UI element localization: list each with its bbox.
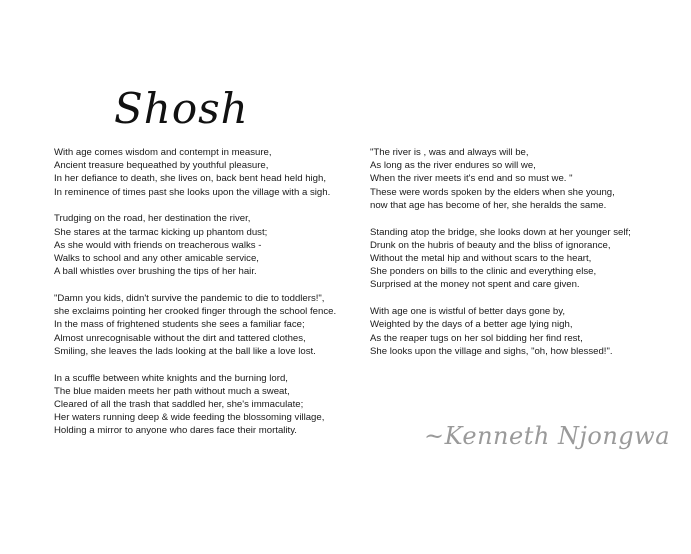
poem-line: As she would with friends on treacherous walks -	[54, 239, 262, 251]
poem-line: As the reaper tugs on her sol bidding her find rest,	[370, 332, 583, 344]
stanza	[370, 305, 631, 358]
poem-line: These were words spoken by the elders when she young,	[370, 186, 615, 198]
poem-line: The blue maiden meets her path without much a sweat,	[54, 385, 290, 397]
stanza	[370, 146, 631, 212]
poem-line: She stares at the tarmac kicking up phantom dust;	[54, 226, 268, 238]
poem-line: "Damn you kids, didn't survive the pandemic to die to toddlers!",	[54, 293, 325, 305]
poem-line: Standing atop the bridge, she looks down at her younger self;	[370, 226, 631, 238]
poem-line: In her defiance to death, she lives on, back bent head held high,	[54, 173, 327, 185]
author-signature: ~Kenneth Njongwa	[424, 422, 671, 450]
poem-line: A ball whistles over brushing the tips of her hair.	[54, 266, 257, 278]
poem-line: Cleared of all the trash that saddled her, she's immaculate;	[54, 399, 304, 411]
left-column	[54, 146, 336, 451]
poem-line: When the river meets it's end and so must we. "	[370, 173, 573, 185]
poem-line: Ancient treasure bequeathed by youthful pleasure,	[54, 160, 269, 172]
poem-line: She ponders on bills to the clinic and everything else,	[370, 266, 597, 278]
poem-line: Walks to school and any other amicable service,	[54, 253, 259, 265]
poem-title: Shosh	[114, 84, 249, 133]
poem-line: With age comes wisdom and contempt in measure,	[54, 147, 272, 158]
right-column	[370, 146, 631, 372]
poem-line: She looks upon the village and sighs, "oh, how blessed!".	[370, 345, 613, 357]
stanza	[54, 372, 336, 438]
poem-line: Almost unrecognisable without the dirt and tattered clothes,	[54, 332, 306, 344]
poem-line: Without the metal hip and without scars to the heart,	[370, 253, 592, 265]
stanza	[54, 146, 336, 199]
poem-line: As long as the river endures so will we,	[370, 160, 536, 172]
stanza	[54, 212, 336, 278]
poem-line: Weighted by the days of a better age lying nigh,	[370, 319, 573, 331]
poem-line: Smiling, she leaves the lads looking at the ball like a love lost.	[54, 345, 316, 357]
poem-line: Surprised at the money not spent and care given.	[370, 279, 580, 291]
stanza	[54, 292, 336, 358]
poem-line: now that age has become of her, she heralds the same.	[370, 199, 607, 211]
poem-line: Her waters running deep & wide feeding the blossoming village,	[54, 412, 325, 424]
poem-line: In reminence of times past she looks upon the village with a sigh.	[54, 186, 331, 198]
poem-line: Holding a mirror to anyone who dares face their mortality.	[54, 425, 297, 437]
poem-line: Drunk on the hubris of beauty and the bliss of ignorance,	[370, 239, 611, 251]
poem-line: "The river is , was and always will be,	[370, 147, 529, 158]
stanza	[370, 226, 631, 292]
poem-line: she exclaims pointing her crooked finger through the school fence.	[54, 306, 337, 318]
poem-line: In the mass of frightened students she sees a familiar face;	[54, 319, 305, 331]
poem-line: With age one is wistful of better days gone by,	[370, 306, 565, 318]
poem-line: In a scuffle between white knights and the burning lord,	[54, 372, 288, 384]
poem-line: Trudging on the road, her destination the river,	[54, 213, 251, 225]
